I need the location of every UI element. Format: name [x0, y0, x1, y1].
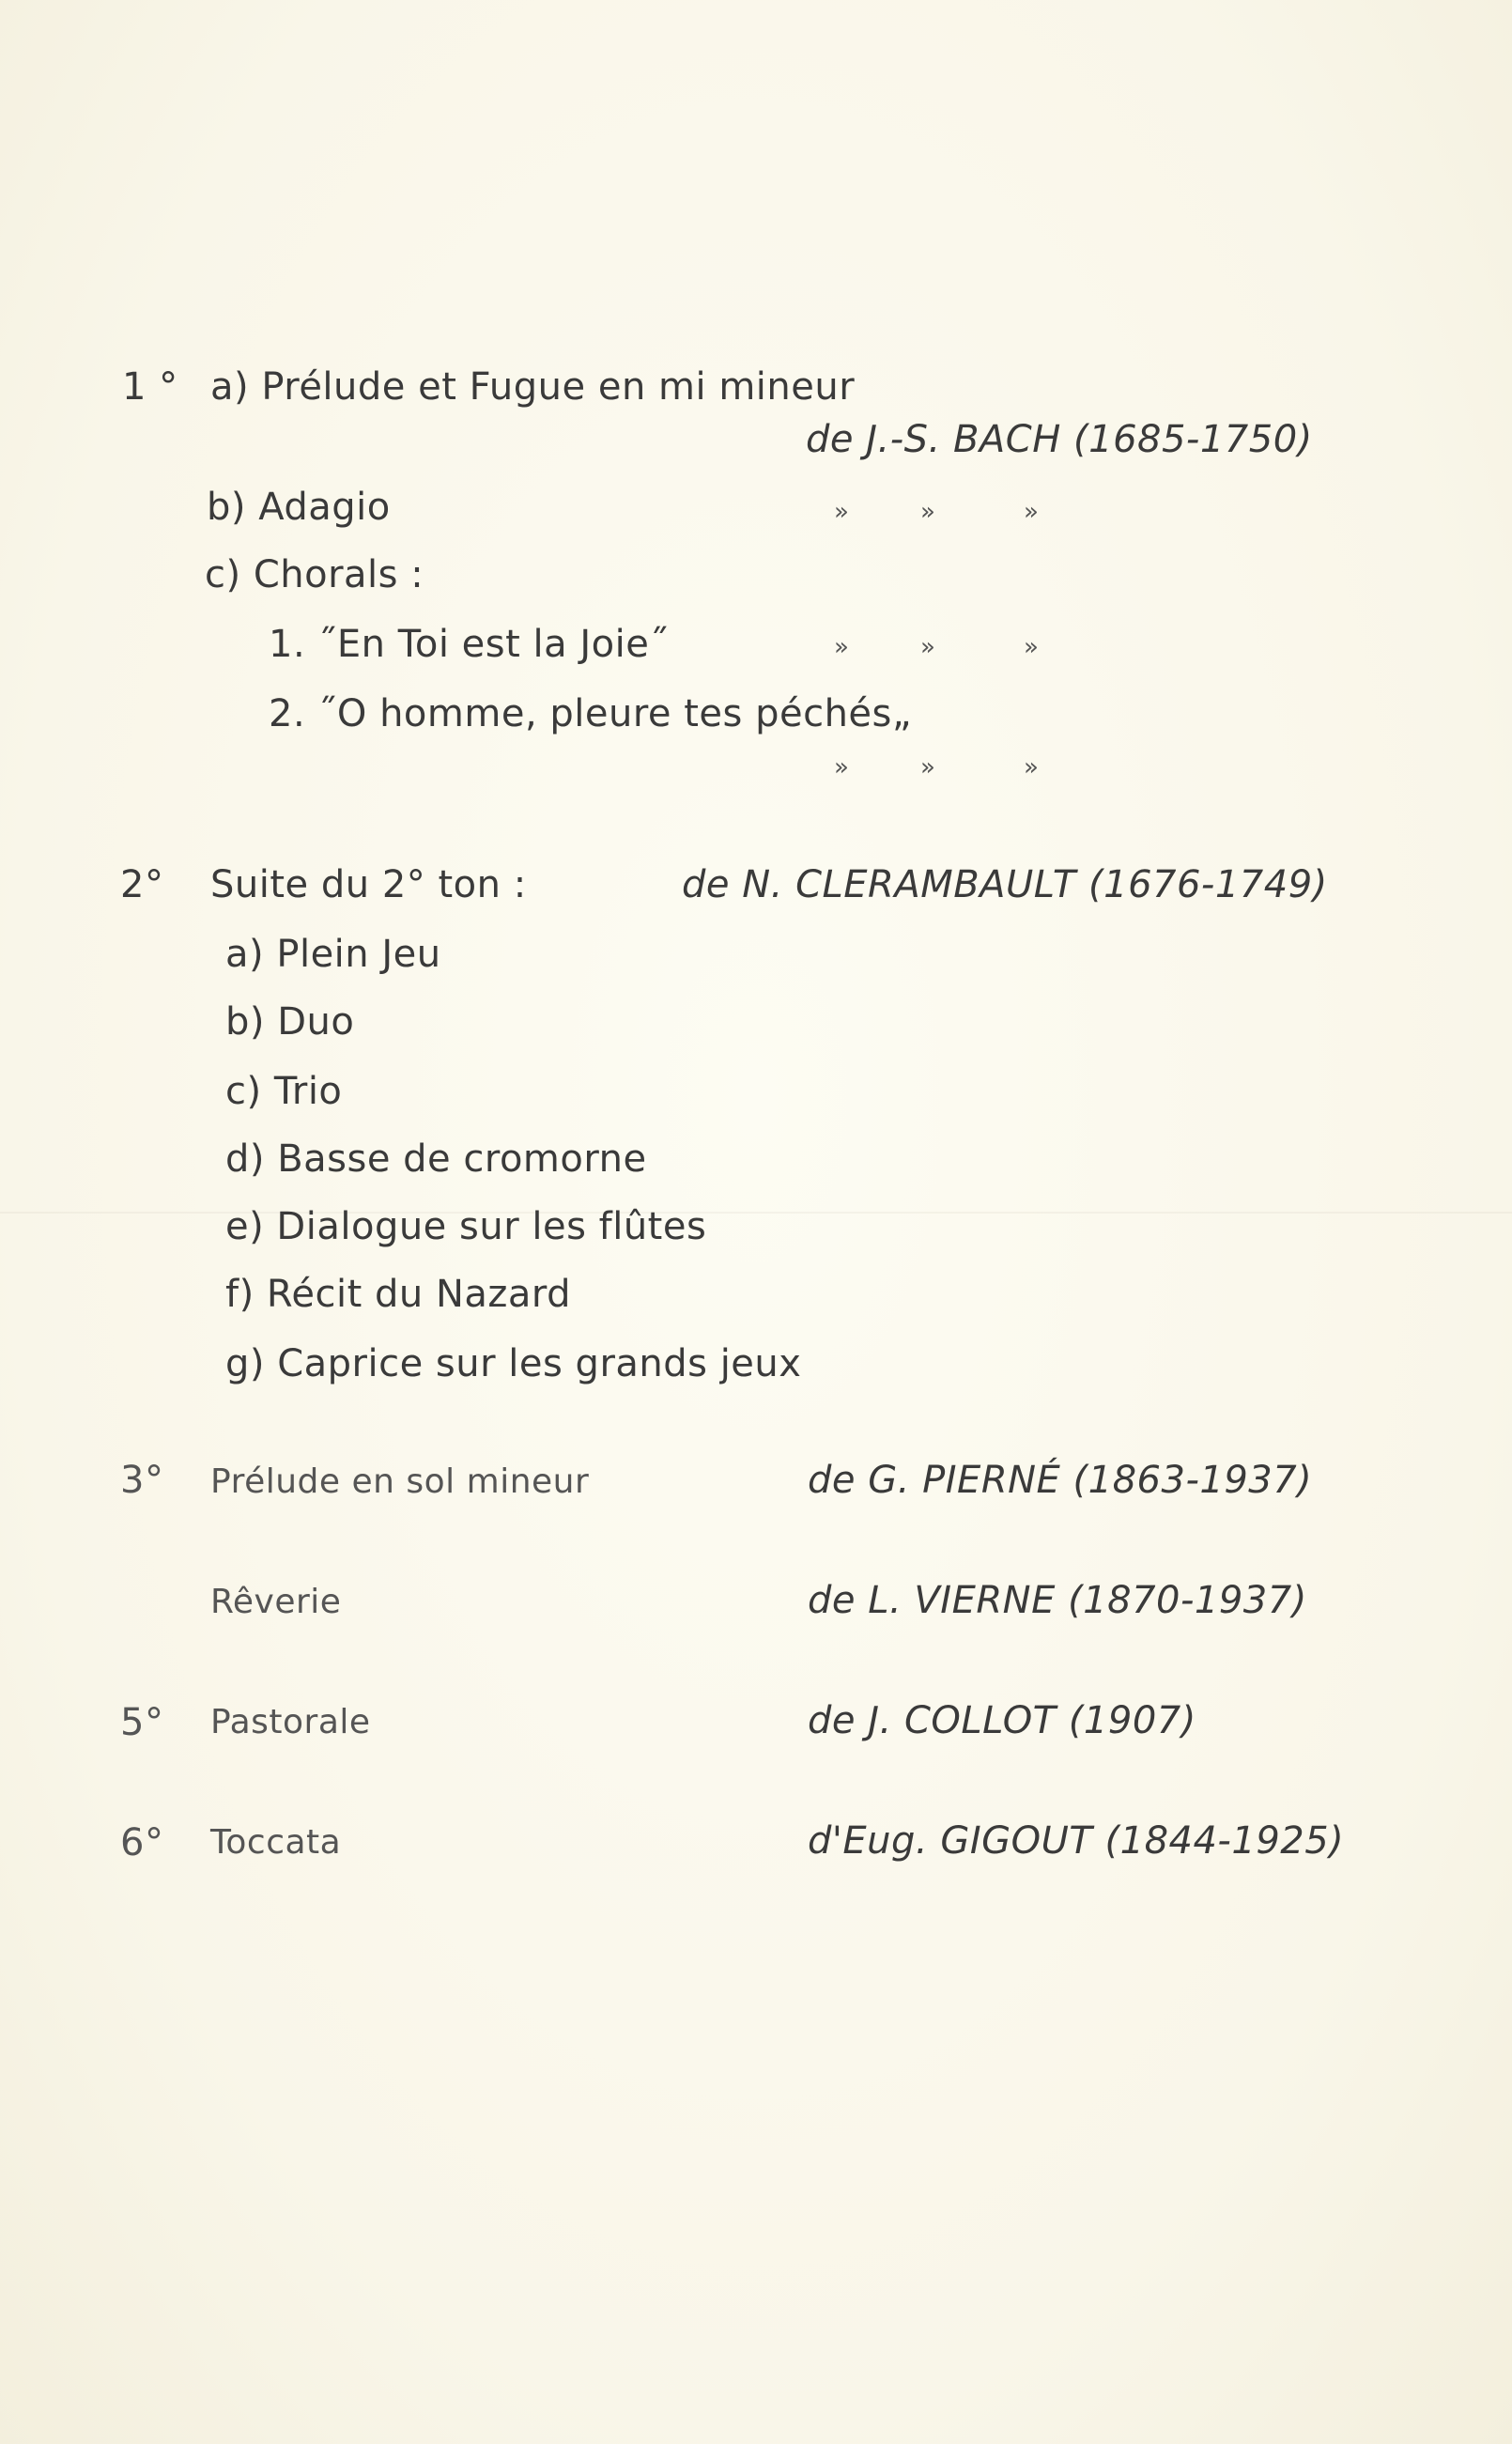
section-number: 5°: [120, 1701, 164, 1744]
program-item: Rêverie: [210, 1583, 342, 1621]
composer: de N. CLERAMBAULT (1676-1749): [682, 863, 1328, 906]
program-item: b) Adagio: [207, 486, 391, 529]
ditto-mark: »: [920, 633, 935, 661]
ditto-mark: »: [834, 633, 849, 661]
section-number: 3°: [120, 1459, 164, 1502]
ditto-mark: »: [920, 753, 935, 781]
composer: d'Eug. GIGOUT (1844-1925): [808, 1819, 1345, 1863]
ditto-mark: »: [834, 753, 849, 781]
ditto-mark: »: [834, 498, 849, 526]
composer: de J. COLLOT (1907): [808, 1699, 1196, 1742]
program-item: 2. ˝O homme, pleure tes péchés„: [269, 692, 913, 735]
program-item: c) Chorals :: [205, 553, 424, 596]
program-item: Toccata: [210, 1823, 342, 1862]
program-item: Pastorale: [210, 1703, 371, 1741]
ditto-mark: »: [1024, 633, 1039, 661]
section-number: 6°: [120, 1821, 164, 1864]
ditto-mark: »: [920, 498, 935, 526]
program-item: Prélude en sol mineur: [210, 1462, 590, 1501]
composer: de G. PIERNÉ (1863-1937): [808, 1459, 1313, 1502]
program-item: e) Dialogue sur les flûtes: [225, 1205, 707, 1248]
program-item: g) Caprice sur les grands jeux: [225, 1342, 802, 1385]
program-item: b) Duo: [225, 1000, 355, 1044]
section-number: 1 °: [122, 365, 178, 409]
ditto-mark: »: [1024, 753, 1039, 781]
program-item: a) Plein Jeu: [225, 933, 441, 976]
program-item: f) Récit du Nazard: [225, 1273, 572, 1316]
section-number: 2°: [120, 863, 164, 906]
program-item: a) Prélude et Fugue en mi mineur: [210, 365, 856, 409]
program-item: d) Basse de cromorne: [225, 1137, 647, 1181]
program-item: c) Trio: [225, 1070, 343, 1113]
program-item: Suite du 2° ton :: [210, 863, 527, 906]
composer: de L. VIERNE (1870-1937): [808, 1579, 1307, 1622]
program-item: 1. ˝En Toi est la Joie˝: [269, 623, 669, 666]
ditto-mark: »: [1024, 498, 1039, 526]
composer: de J.-S. BACH (1685-1750): [806, 418, 1313, 461]
